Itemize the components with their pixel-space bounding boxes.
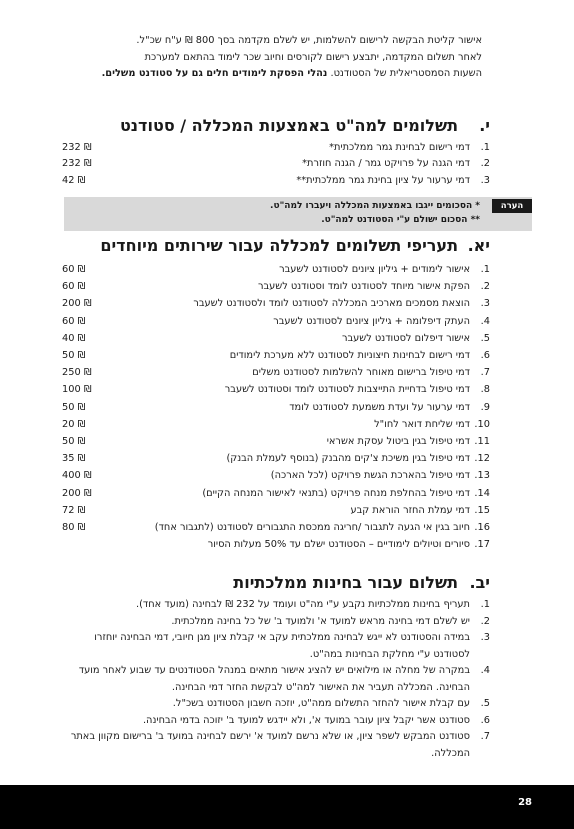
section-letter: יא. [467,236,490,255]
list-item: 8. דמי טיפול בדחיית התייצבות לסטודנט לומד וסטודנט לשעבר 100 ₪ [62,384,490,396]
intro-line: אישור קליטת הבקשה לרישום להשלמות, יש לשלם מקדמה בסך 800 ₪ ע"ח שכ"ל. [136,35,482,46]
list-item: 12. דמי טיפול בגין משיכת צ'קים מהבנק (בנוסף לעמלת הבנק) 35 ₪ [62,453,490,465]
list-item: 3. דמי ערעור על ציון בחינת גמר ממלכתית** 42 ₪ [62,174,490,186]
list-item: 2. הפקת אישור מיוחד לסטודנט לומד וסטודנט לשעבר 60 ₪ [62,281,490,293]
list-item: 5. עם קבלת אישור להחזר התשלום ממה"ט, יוזכה חשבון הסטודנט בשכ"ל. [172,698,490,709]
list-item: 7. דמי טיפול ברישום מאוחר להשלמות לסטודנט משלים 250 ₪ [62,367,490,379]
page-number: 28 [518,797,532,808]
list-item: 3. במידה והסטודנט לא ייגש לבחינה ממלכתית עקב אי קבלת ציון מגן חיובי, דמי הבחינה יוחזרו לסטודנט ע"י מחלקת הבחינות במה"ט. [94,632,490,660]
section-heading: תעריפי תשלומים למכללה עבור שירותים מיוחדים [100,236,458,255]
list-item: 13. דמי טיפול בהארכת הגשת פרויקט (לכל הארכה) 400 ₪ [62,470,490,482]
intro-line: השעות הסמסטריאלית של הסטודנט. נהלי הפסקת לימודים חלים גם על סטודנט משלים. [101,68,482,79]
list-item: 4. במקרה של מחלה או מילואים יש להציג אישור מתאים במנהל הסטודנטים עד שבוע לאחר מועד הבחינה. המכללה תעביר את האישור למה"ט לבקשת החזר דמי הבחינה. [78,665,490,693]
section-title-j [70,116,490,135]
list-item: 6. סטודנט אשר יקבל ציון עובר במועד א', ולא יידגש למועד ב' יזוכה בדמי הבחינה. [142,714,490,726]
section-letter: יב. [469,573,490,592]
section-heading: תשלומים למה"ט באמצעות המכללה / סטודנט [119,116,458,135]
list-item: 4. העתק דיפלומה + גיליון ציונים לסטודנט לשעבר 60 ₪ [62,315,490,327]
intro-bold-text: נהלי הפסקת לימודים חלים גם על סטודנט משלים. [101,68,328,79]
list-item: 1. אישור לימודים + גיליון ציונים לסטודנט לשעבר 60 ₪ [62,264,490,276]
list-item: 2. יש לשלם דמי בחינה מראש למועד א' ולמועד ב' של כל בחינה ממלכתית. [171,615,490,627]
list-item: 3. הוצאת מסמכים מארכיב המכללה לסטודנט לומד ולסטודנט לשעבר 200 ₪ [62,298,490,310]
list-item: 11. דמי טיפול בגין ביטול עסקת אשראי 50 ₪ [62,435,490,447]
section-title-ya [70,236,490,255]
section-heading: תשלום עבור בחינות ממלכתיות [233,573,458,592]
list-item: 2. דמי הגנה על פרויקט גמר / הגנה חוזרת* 232 ₪ [62,158,490,170]
list-item: 9. דמי ערעור על ועדת משמעת לסטודנט לומד 50 ₪ [62,401,490,413]
note-label: הערה [492,199,532,213]
intro-paragraph [70,33,482,83]
list-item: 7. סטודנט המבקש לשפר ציון, או שלא נרשם למועד א' ירשם לבחינה במועד ב' ברישום מקוון באתר המכללה. [70,731,490,759]
section-title-yb [70,573,490,592]
section-letter: י. [479,116,490,135]
exam-rules-list [62,597,490,762]
list-item: 17. סיורים וטיולים לימודיים – הסטודנט ישלם עד 50% מעלות הסיור [207,539,490,551]
list-item: 15. דמי עמלת החזר הוראת קבע 72 ₪ [62,504,490,516]
list-item: 10. דמי שליחת דואר לחו"ל 20 ₪ [62,418,490,430]
intro-line: לאחר תשלום המקדמה, יתבצע רישום לקורסים וחיוב שכר לימוד בהתאם למערכת [144,51,482,63]
list-item: 16. חיוב בגין אי הגעה לתגבור /חריגה ממכסת התגבורים לסטודנט (לתגבור אחד) 80 ₪ [62,521,490,533]
page-footer [0,785,574,829]
fees-list-j [62,139,490,189]
list-item: 14. דמי טיפול בהחלפת מנחה פרויקט (בתנאי לאישור המנחה הקיים) 200 ₪ [62,487,490,499]
list-item: 5. אישור דיפלום לסטודנט לשעבר 40 ₪ [62,332,490,344]
list-item: 1. תעריף בחינות ממלכתיות נקבע ע"י מה"ט ועומד על 232 ₪ לבחינה (מועד אחד). [136,599,490,610]
list-item: 1. דמי רישום לבחינת גמר ממלכתית* 232 ₪ [62,141,490,153]
fees-list-ya [62,261,490,553]
note-box [64,197,532,231]
list-item: 6. דמי רישום לבחינות חיצוניות לסטודנט ללא מערכת לימודים 50 ₪ [62,350,490,362]
note-text: * הסכומים ייגבו באמצעות המכללה ויעברו למה"ט. ** הסכום ישולם ע"י הסטודנט למה"ט. [270,201,480,225]
